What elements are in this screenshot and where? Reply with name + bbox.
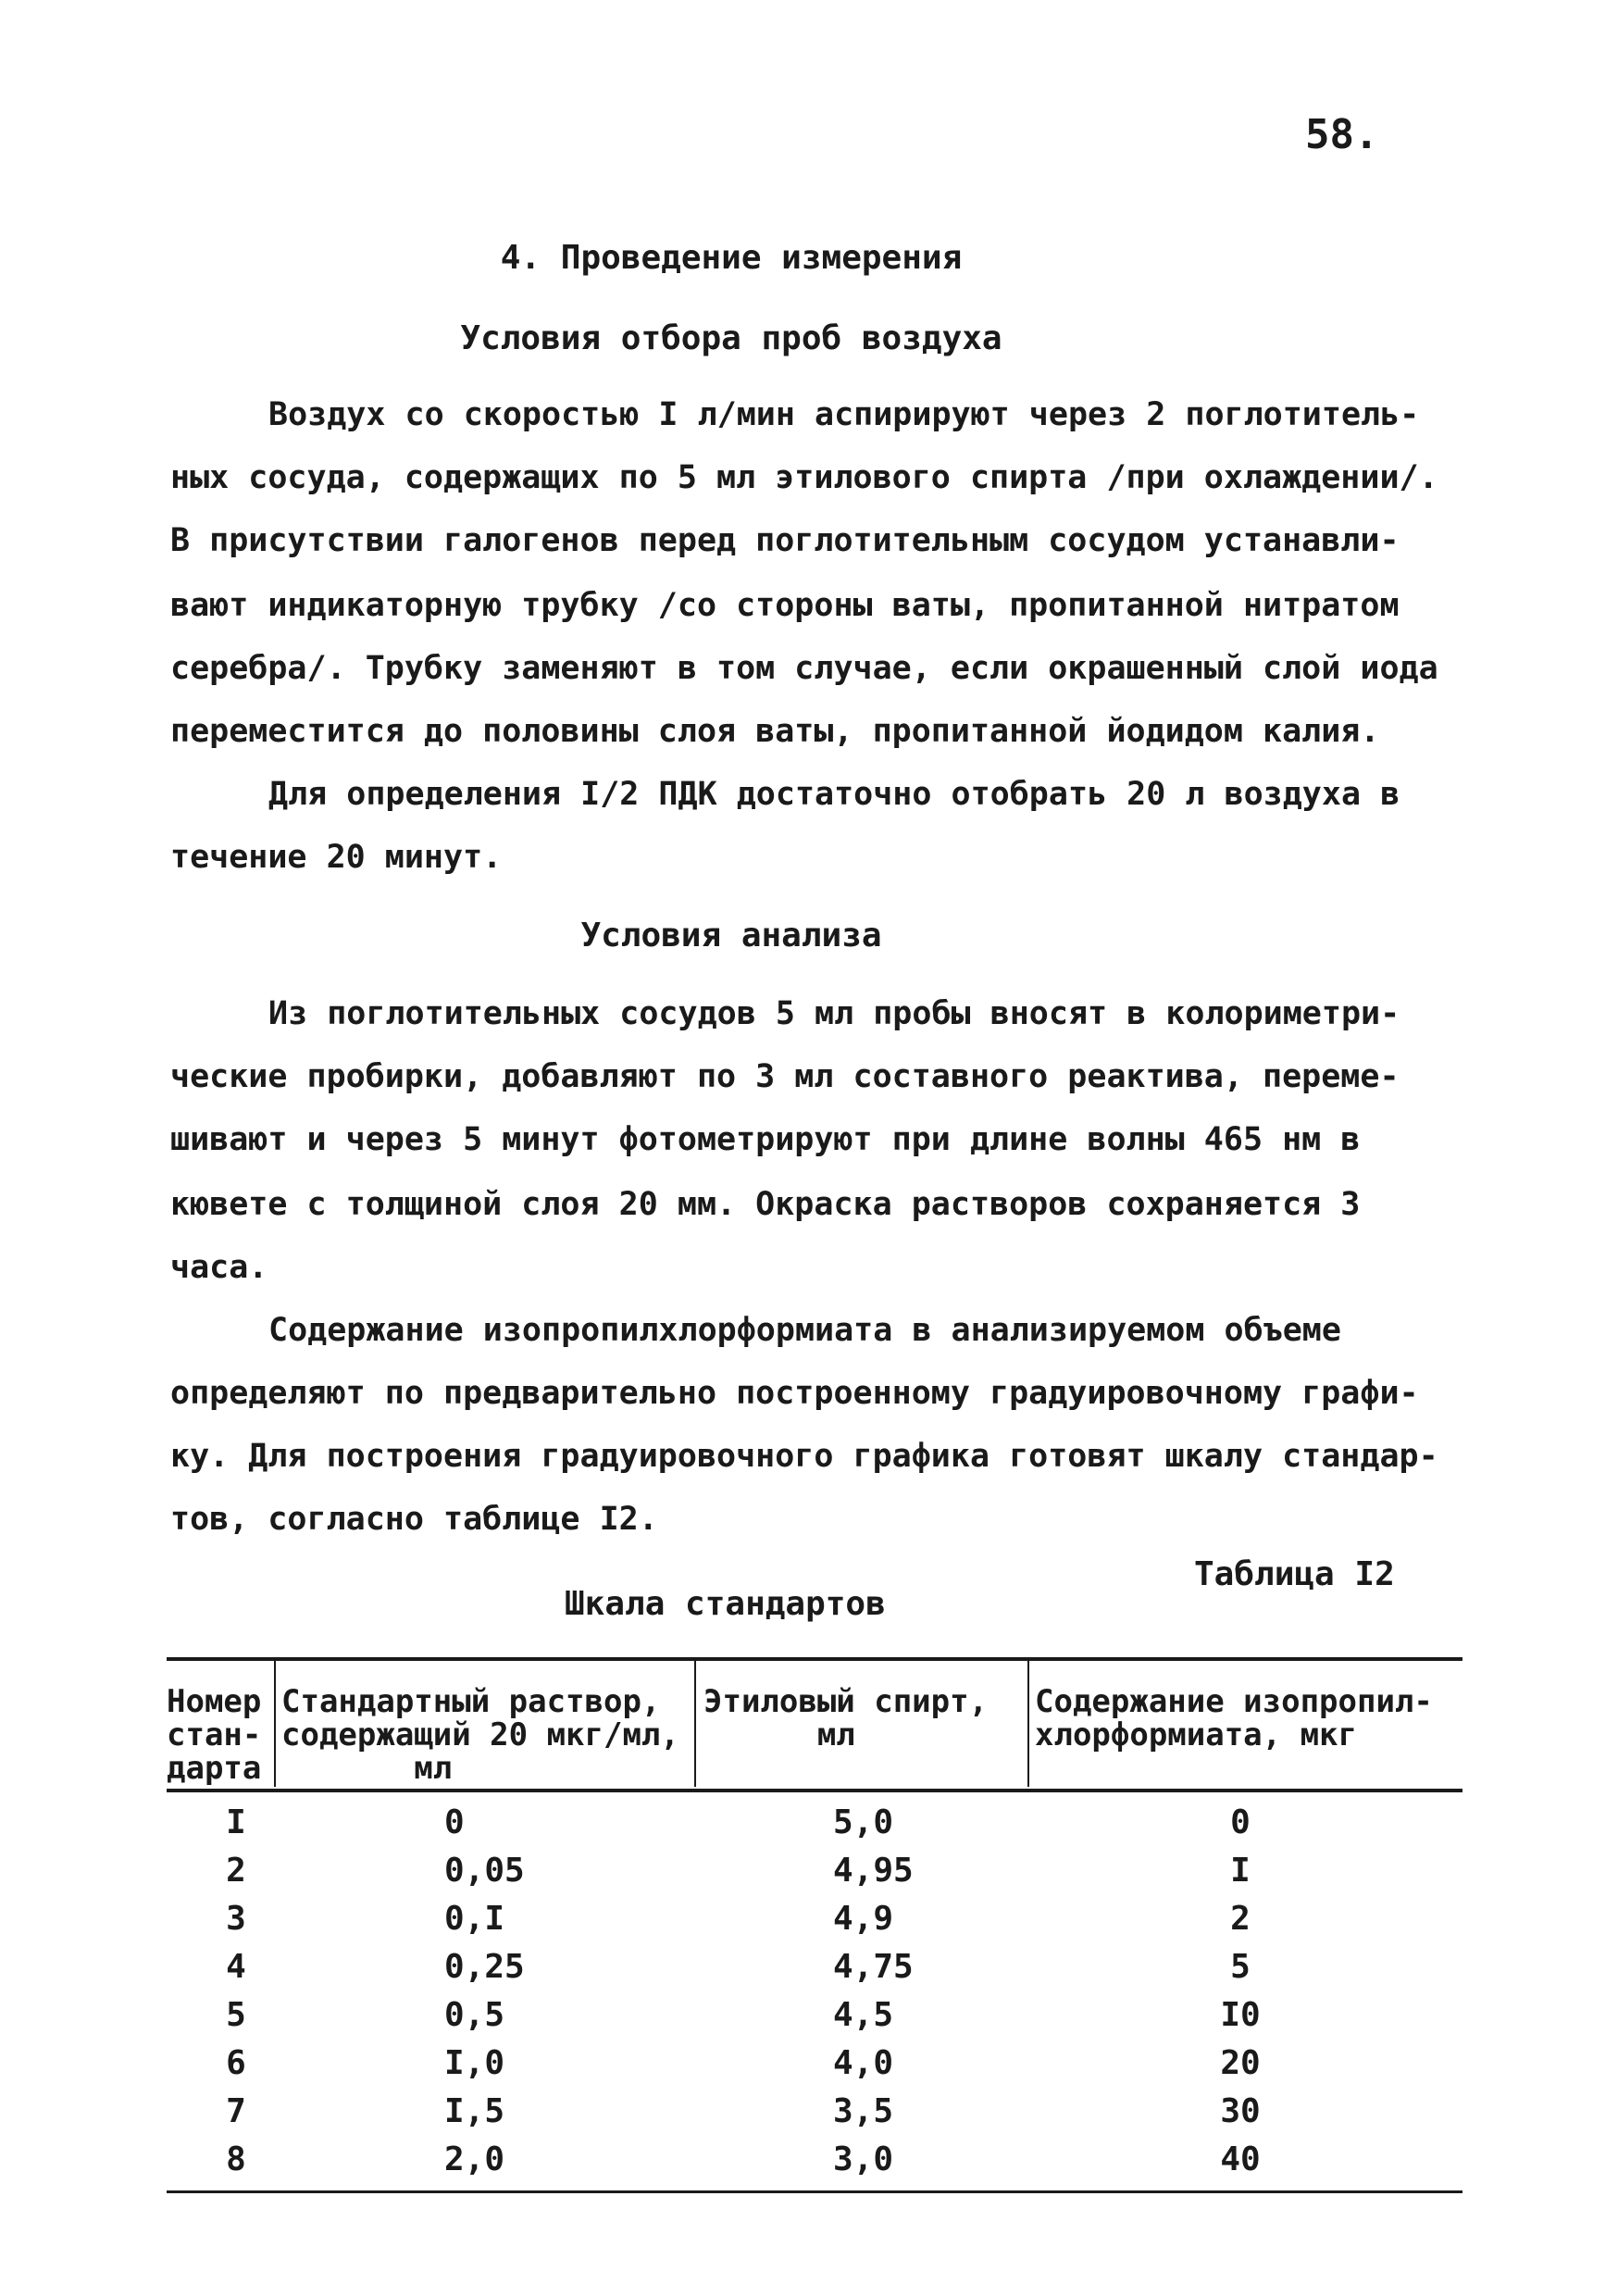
table-cell: 4,5 [833, 1996, 894, 2034]
table-cell: I [1230, 1852, 1251, 1890]
analysis-subtitle: Условия анализа [580, 917, 882, 955]
table-row [167, 1996, 1462, 2044]
table-title: Шкала стандартов [565, 1585, 886, 1623]
table-row [167, 1948, 1462, 1996]
paragraph-line: определяют по предварительно построенному градуировочному графи- [170, 1375, 1419, 1412]
paragraph-line: вают индикаторную трубку /со стороны ваты, пропитанной нитратом [170, 587, 1400, 624]
table-cell: 0,I [444, 1900, 505, 1938]
table-cell: I,0 [444, 2044, 505, 2082]
table-cell: 5 [1230, 1948, 1251, 1986]
paragraph-line: часа. [170, 1249, 268, 1286]
page-number: 58. [1305, 111, 1379, 158]
table-label: Таблица I2 [1194, 1555, 1395, 1593]
paragraph-line: ку. Для построения градуировочного графика готовят шкалу стандар- [170, 1438, 1438, 1475]
table-cell: 4,9 [833, 1900, 894, 1938]
table-cell: 3 [226, 1900, 246, 1938]
table-cell: 2,0 [444, 2140, 505, 2178]
table-cell: 2 [1230, 1900, 1251, 1938]
table-cell: 8 [226, 2140, 246, 2178]
table-row [167, 1803, 1462, 1852]
table-top-rule [167, 1657, 1462, 1661]
table-cell: 30 [1220, 2092, 1261, 2130]
paragraph-line: Из поглотительных сосудов 5 мл пробы вносят в колориметри- [268, 995, 1400, 1032]
table-cell: I,5 [444, 2092, 505, 2130]
paragraph-line: переместится до половины слоя ваты, пропитанной йодидом калия. [170, 713, 1380, 750]
table-cell: 7 [226, 2092, 246, 2130]
table-cell: 0,5 [444, 1996, 505, 2034]
table-row [167, 1852, 1462, 1900]
table-header-rule [167, 1789, 1462, 1792]
paragraph-line: Содержание изопропилхлорформиата в анализируемом объеме [268, 1312, 1341, 1349]
table-header-cell: Содержание изопропил- хлорформиата, мкг [1035, 1683, 1433, 1753]
paragraph-line: кювете с толщиной слоя 20 мм. Окраска растворов сохраняется 3 [170, 1186, 1361, 1223]
table-cell: 5 [226, 1996, 246, 2034]
column-divider [694, 1659, 696, 1787]
table-cell: 3,5 [833, 2092, 894, 2130]
paragraph-line: ческие пробирки, добавляют по 3 мл составного реактива, переме- [170, 1058, 1400, 1095]
table-cell: 40 [1220, 2140, 1261, 2178]
paragraph-line: Воздух со скоростью I л/мин аспирируют через 2 поглотитель- [268, 396, 1420, 433]
table-cell: 4,0 [833, 2044, 894, 2082]
column-divider [1027, 1659, 1029, 1787]
table-header-cell: Этиловый спирт, мл [703, 1683, 989, 1753]
table-cell: 0,25 [444, 1948, 525, 1986]
table-cell: 20 [1220, 2044, 1261, 2082]
paragraph-line: Для определения I/2 ПДК достаточно отобрать 20 л воздуха в [268, 776, 1400, 813]
paragraph-line: серебра/. Трубку заменяют в том случае, если окрашенный слой иода [170, 650, 1438, 687]
table-cell: 6 [226, 2044, 246, 2082]
table-cell: 0 [444, 1803, 465, 1841]
table-row [167, 2140, 1462, 2189]
table-cell: I0 [1220, 1996, 1261, 2034]
paragraph-line: В присутствии галогенов перед поглотительным сосудом устанавли- [170, 522, 1400, 559]
table-header-cell: Стандартный раствор, содержащий 20 мкг/мл, мл [281, 1683, 679, 1787]
table-cell: 0,05 [444, 1852, 525, 1890]
section-title: 4. Проведение измерения [500, 239, 963, 277]
table-cell: 2 [226, 1852, 246, 1890]
table-row [167, 2092, 1462, 2140]
paragraph-line: шивают и через 5 минут фотометрируют при длине волны 465 нм в [170, 1121, 1361, 1158]
paragraph-line: течение 20 минут. [170, 839, 503, 876]
table-bottom-rule [167, 2190, 1462, 2193]
table-cell: I [226, 1803, 246, 1841]
table-cell: 0 [1230, 1803, 1251, 1841]
paragraph-line: тов, согласно таблице I2. [170, 1501, 658, 1538]
table-cell: 3,0 [833, 2140, 894, 2178]
column-divider [274, 1659, 276, 1787]
table-cell: 4,95 [833, 1852, 914, 1890]
table-row [167, 1900, 1462, 1948]
table-header-cell: Номер стан- дарта [167, 1683, 262, 1787]
paragraph-line: ных сосуда, содержащих по 5 мл этилового спирта /при охлаждении/. [170, 459, 1438, 496]
table-cell: 4 [226, 1948, 246, 1986]
sampling-subtitle: Условия отбора проб воздуха [460, 319, 1002, 357]
table-cell: 5,0 [833, 1803, 894, 1841]
table-row [167, 2044, 1462, 2092]
table-cell: 4,75 [833, 1948, 914, 1986]
